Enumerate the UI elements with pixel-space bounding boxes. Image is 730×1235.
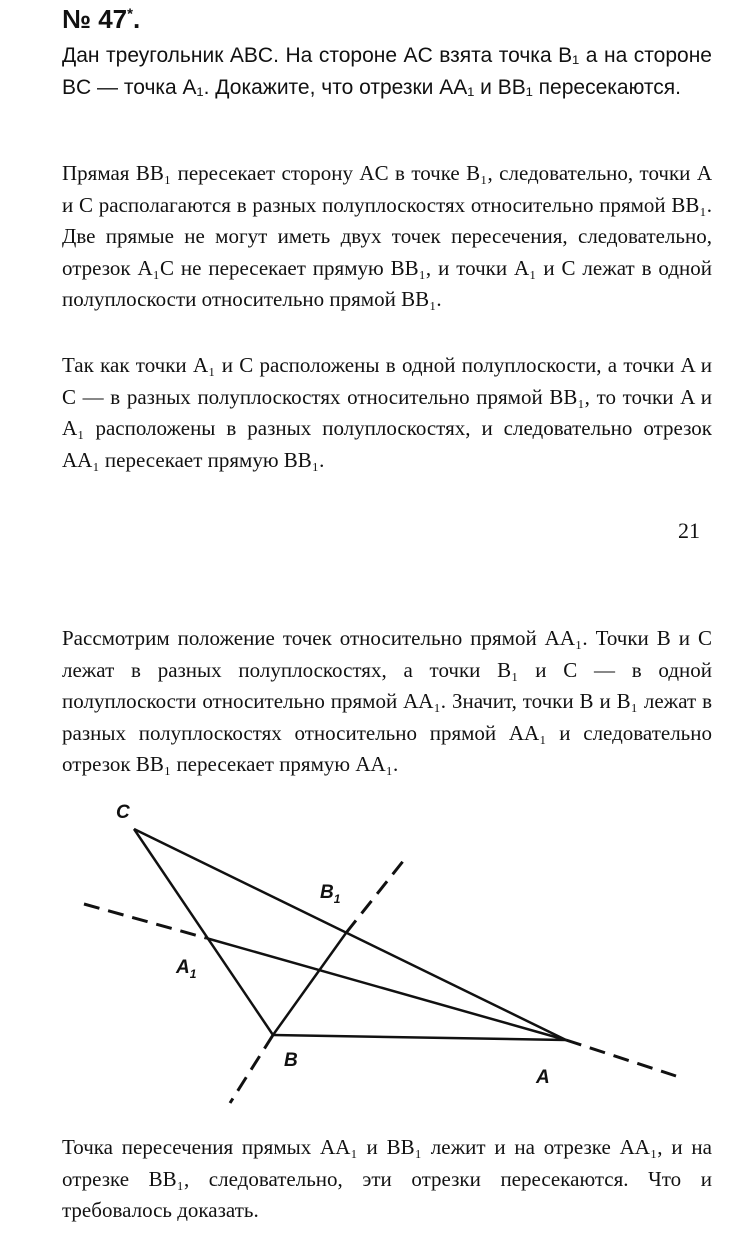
problem-heading (62, 4, 140, 35)
label-c: C (116, 802, 130, 823)
solution-paragraph-1: Прямая BB₁ пересекает сторону AC в точке B₁, следовательно, точки A и C располагаются в разных полуплоскостях относительно прямой BB₁. Две прямые не могут иметь двух точек пересечения, следовательно, отрезок A₁C не пересекает прямую BB₁, и точки A₁ и C лежат в одной полуплоскости относительно прямой BB₁. (62, 161, 712, 311)
page-number: 21 (678, 518, 700, 543)
problem-mark: * (127, 5, 133, 23)
triangle-diagram (0, 790, 730, 1135)
line-bb1-dashed-top (346, 860, 404, 933)
segment-bb1 (273, 933, 346, 1035)
solution-paragraph-2: Так как точки A₁ и C расположены в одной полуплоскости, а точки A и C — в разных полуплоскостях относительно прямой BB₁, то точки A и A₁ расположены в разных полуплоскостях, и следовательно отрезок AA₁ пересекает прямую BB₁. (62, 353, 712, 472)
solution-paragraph-4: Точка пересечения прямых AA₁ и BB₁ лежит и на отрезке AA₁, и на отрезке BB₁, следовательно, эти отрезки пересекаются. Что и требовалось доказать. (62, 1135, 712, 1222)
side-ca (134, 829, 566, 1040)
solution-paragraph-3: Рассмотрим положение точек относительно прямой AA₁. Точки B и C лежат в разных полуплоскостях, а точки B₁ и C — в одной полуплоскости относительно прямой AA₁. Значит, точки B и B₁ лежат в разных полуплоскостях относительно прямой AA₁ и следовательно отрезок BB₁ пересекает прямую AA₁. (62, 626, 712, 776)
label-b1-sub: 1 (333, 892, 341, 906)
line-bb1-dashed-bottom (230, 1035, 273, 1103)
label-a1-main: A (176, 957, 190, 978)
side-ba (273, 1035, 566, 1040)
label-a1 (175, 957, 197, 981)
label-a: A (536, 1067, 550, 1088)
line-aa1-dashed-right (566, 1040, 676, 1076)
label-b: B (284, 1050, 298, 1071)
problem-number: № 47 (62, 4, 128, 34)
problem-heading-dot: . (132, 4, 141, 34)
side-cb (134, 829, 273, 1035)
label-a1-sub: 1 (189, 967, 197, 981)
label-b1 (320, 882, 341, 906)
problem-statement: Дан треугольник ABC. На стороне AC взята точка B₁ а на стороне BC — точка A₁. Докажите, что отрезки AA₁ и BB₁ пересекаются. (62, 44, 712, 99)
label-b1-main: B (320, 882, 334, 903)
